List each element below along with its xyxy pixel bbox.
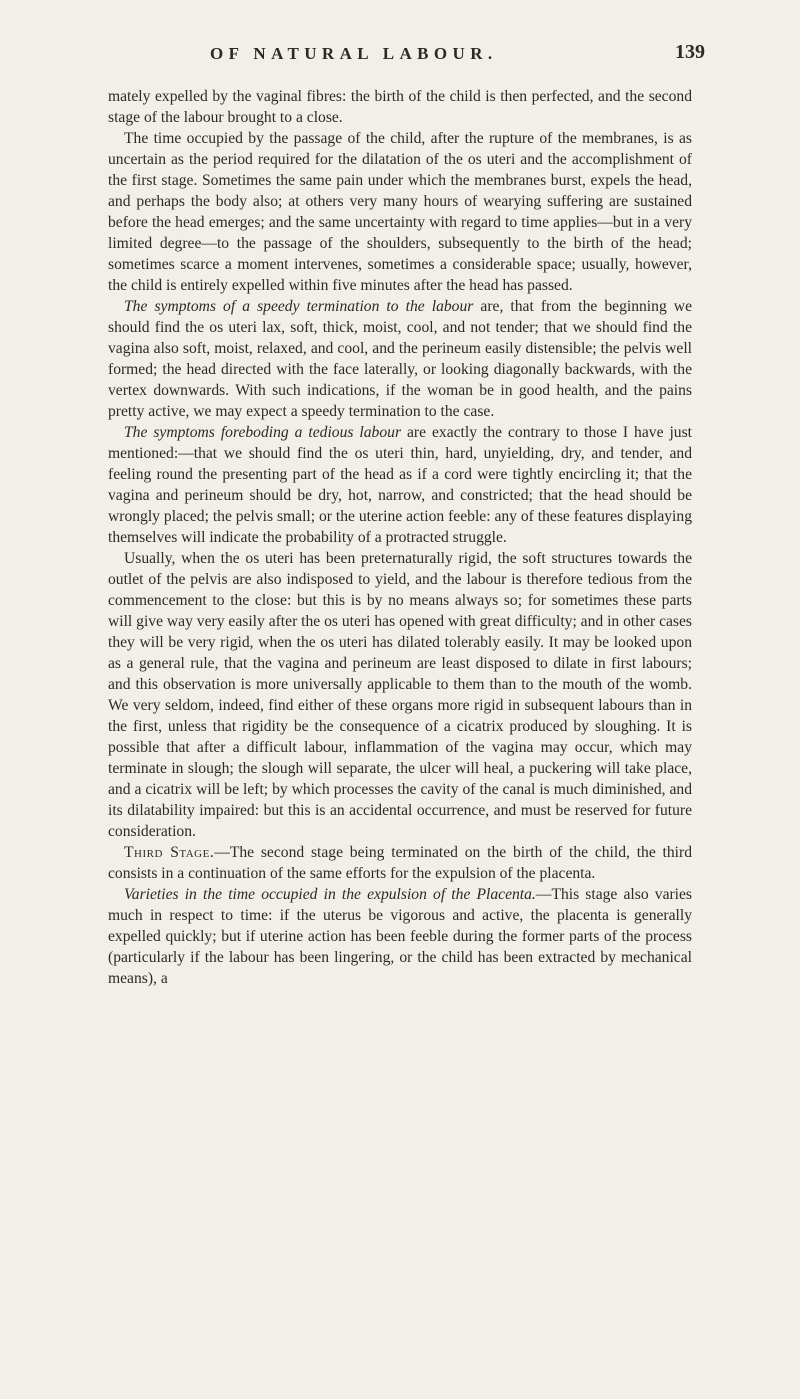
small-caps-lead: Third Stage. (124, 844, 215, 861)
paragraph-third-stage (108, 842, 692, 884)
paragraph-text: Usually, when the os uteri has been preternaturally rigid, the soft structures towards the outlet of the pelvis are also indisposed to yield, and the labour is therefore tedious from the commencement to the close: but this is by no means always so; for sometimes these parts will give way very easily after the os uteri has opened with great difficulty; and in other cases they will be very rigid, when the os uteri has dilated tolerably easily. It may be looked upon as a general rule, that the vagina and perineum are least disposed to dilate in first labours; and this observation is more universally applicable to them than to the mouth of the womb. We very seldom, indeed, find either of these organs more rigid in subsequent labours than in the first, unless that rigidity be the consequence of a cicatrix produced by sloughing. It is possible that after a difficult labour, inflammation of the vagina may occur, which may terminate in slough; the slough will separate, the ulcer will heal, a puckering will take place, and a cicatrix will be left; by which processes the cavity of the canal is much diminished, and its dilatability impaired: but this is an accidental occurrence, and must be reserved for future consideration. (108, 550, 692, 840)
paragraph-speedy-termination (108, 296, 692, 422)
italic-lead: Varieties in the time occupied in the expulsion of the Placenta. (124, 886, 536, 903)
paragraph-passage-time (108, 128, 692, 296)
running-head: OF NATURAL LABOUR. (210, 44, 498, 63)
paragraph-text: are, that from the beginning we should find the os uteri lax, soft, thick, moist, cool, and not tender; that we should find the vagina also soft, moist, relaxed, and cool, and the perineum easily distensible; the pelvis well formed; the head directed with the face laterally, or looking diagonally backwards, with the vertex downwards. With such indications, if the woman be in good health, and the pains pretty active, we may expect a speedy termination to the case. (108, 298, 692, 420)
paragraph-text: —The second stage being terminated on the birth of the child, the third consists in a continuation of the same efforts for the expulsion of the placenta. (108, 844, 693, 882)
paragraph-text: —This stage also varies much in respect to time: if the uterus be vigorous and active, the placenta is generally expelled quickly; but if uterine action has been feeble during the former parts of the process (particularly if the labour has been lingering, or the child has been extracted by mechanical means), a (108, 886, 693, 987)
paragraph-text: The time occupied by the passage of the child, after the rupture of the membranes, is as uncertain as the period required for the dilatation of the os uteri and the accomplishment of the first stage. Sometimes the same pain under which the membranes burst, expels the head, and perhaps the body also; at others very many hours of wearying suffering are sustained before the head emerges; and the same uncertainty with regard to time applies—but in a very limited degree—to the passage of the shoulders, subsequently to the birth of the head; sometimes scarce a moment intervenes, sometimes a considerable space; usually, however, the child is entirely expelled within five minutes after the head has passed. (108, 130, 692, 294)
page-number: 139 (675, 41, 705, 63)
paragraph-placenta-time (108, 884, 692, 989)
italic-lead: The symptoms of a speedy termination to the labour (124, 298, 474, 315)
italic-lead: The symptoms foreboding a tedious labour (124, 424, 402, 441)
paragraph-text: are exactly the contrary to those I have just mentioned:—that we should find the os uteri thin, hard, unyielding, dry, and tender, and feeling round the presenting part of the head as if a cord were tightly encircling it; that the vagina and perineum should be dry, hot, narrow, and constricted; that the head should be wrongly placed; the pelvis small; or the uterine action feeble: any of these features displaying themselves will indicate the probability of a protracted struggle. (108, 424, 692, 546)
paragraph-tedious-labour (108, 422, 692, 548)
paragraph-rigidity (108, 548, 692, 842)
paragraph-text: mately expelled by the vaginal fibres: the birth of the child is then perfected, and the second stage of the labour brought to a close. (108, 88, 692, 126)
paragraph-continuation (108, 86, 692, 128)
body-text (108, 86, 692, 989)
page-header (0, 41, 800, 74)
